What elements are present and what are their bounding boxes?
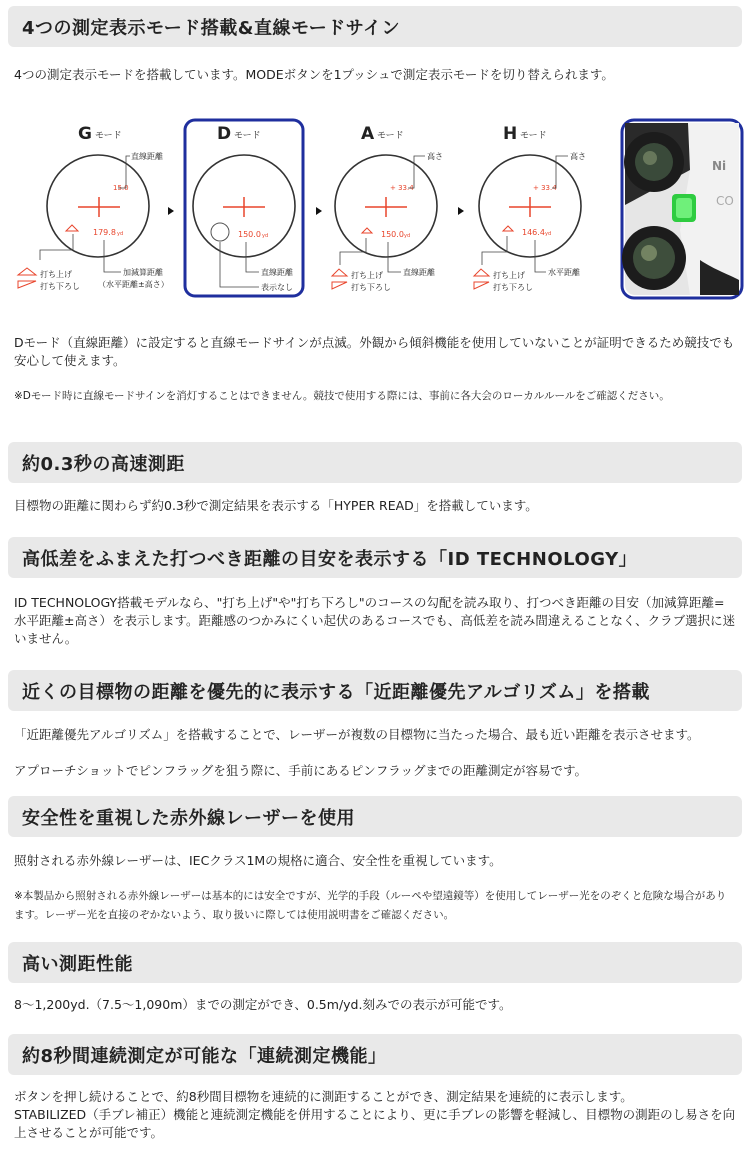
h-mode-letter: H <box>503 124 518 144</box>
hyper-read-text: 目標物の距離に関わらず約0.3秒で測定結果を表示する「HYPER READ」を搭載しています。 <box>14 498 538 513</box>
g-left-label2: 打ち下ろし <box>40 282 80 291</box>
g-top-label: 直線距離 <box>131 152 163 161</box>
h-unit: yd <box>545 231 552 237</box>
g-bottom-value: 179.8 <box>93 228 116 237</box>
laser-safety-note: ※本製品から照射される赤外線レーザーは基本的には安全ですが、光学的手段（ルーペや望遠鏡等）を使用してレーザー光をのぞくと危険な場合があります。レーザー光を直接のぞかないよう、取り扱いに際しては使用説明書をご確認ください。 <box>14 890 727 921</box>
section-heading-near-priority: 近くの目標物の距離を優先的に表示する「近距離優先アルゴリズム」を搭載 <box>8 670 742 711</box>
mode-diagram <box>0 110 750 310</box>
a-top-value: + 33.4 <box>390 184 414 192</box>
g-left-label1: 打ち上げ <box>40 270 72 279</box>
a-right-label1: 直線距離 <box>403 268 435 277</box>
h-top-value: + 33.4 <box>533 184 557 192</box>
device-brand-text: Ni <box>712 159 727 173</box>
a-unit: yd <box>404 233 411 239</box>
continuous-text-2: STABILIZED（手ブレ補正）機能と連続測定機能を併用することにより、更に手ブレの影響を軽減し、目標物の測距のし易さを向上させることが可能です。 <box>14 1107 736 1140</box>
continuous-text-1: ボタンを押し続けることで、約8秒間目標物を連続的に測距することができ、測定結果を連続的に表示します。 <box>14 1089 633 1104</box>
section-heading-id-technology: 高低差をふまえた打つべき距離の目安を表示する「ID TECHNOLOGY」 <box>8 537 742 578</box>
section-heading-modes: 4つの測定表示モード搭載&直線モードサイン <box>8 6 742 47</box>
g-mode-panel <box>18 124 169 291</box>
modes-intro-text: 4つの測定表示モードを搭載しています。MODEボタンを1プッシュで測定表示モードを切り替えられます。 <box>14 67 614 82</box>
rangefinder-photo <box>622 120 742 298</box>
g-top-value: 15.0 <box>113 184 129 192</box>
laser-safety-text: 照射される赤外線レーザーは、IECクラス1Mの規格に適合、安全性を重視しています。 <box>14 853 502 868</box>
d-right-label1: 直線距離 <box>261 268 293 277</box>
g-right-label1: 加減算距離 <box>123 268 163 277</box>
h-right-label1: 水平距離 <box>548 268 580 277</box>
a-bottom-value: 150.0 <box>381 230 404 239</box>
section-heading-continuous: 約8秒間連続測定が可能な「連続測定機能」 <box>8 1034 742 1075</box>
device-model-text: CO <box>716 194 734 208</box>
near-priority-text-1: 「近距離優先アルゴリズム」を搭載することで、レーザーが複数の目標物に当たった場合、最も近い距離を表示させます。 <box>14 727 700 742</box>
a-left-label2: 打ち下ろし <box>351 283 391 292</box>
arrow-icon <box>168 207 174 215</box>
modes-note-text: ※Dモード時に直線モードサインを消灯することはできません。競技で使用する際には、事前に各大会のローカルルールをご確認ください。 <box>14 390 670 402</box>
d-right-label2: 表示なし <box>261 283 293 292</box>
section-heading-range: 高い測距性能 <box>8 942 742 983</box>
section-heading-hyper-read: 約0.3秒の高速測距 <box>8 442 742 483</box>
range-text: 8～1,200yd.（7.5～1,090m）までの測定ができ、0.5m/yd.刻みでの表示が可能です。 <box>14 997 512 1012</box>
modes-body-text: Dモード（直線距離）に設定すると直線モードサインが点滅。外観から傾斜機能を使用していないことが証明できるため競技でも安心して使えます。 <box>14 335 735 368</box>
a-left-label1: 打ち上げ <box>351 271 383 280</box>
g-unit: yd <box>117 231 124 237</box>
d-mode-suffix: モード <box>234 131 261 141</box>
h-bottom-value: 146.4 <box>522 228 545 237</box>
arrow-icon <box>316 207 322 215</box>
h-left-label1: 打ち上げ <box>493 271 525 280</box>
h-mode-panel <box>474 124 586 292</box>
g-right-label2: （水平距離±高さ） <box>98 280 169 289</box>
near-priority-text-2: アプローチショットでピンフラッグを狙う際に、手前にあるピンフラッグまでの距離測定が容易です。 <box>14 763 588 778</box>
h-mode-suffix: モード <box>520 131 547 141</box>
d-mode-letter: D <box>217 124 232 144</box>
a-top-label: 高さ <box>427 152 443 161</box>
h-top-label: 高さ <box>570 152 586 161</box>
section-heading-laser-safety: 安全性を重視した赤外線レーザーを使用 <box>8 796 742 837</box>
a-mode-panel <box>332 124 443 292</box>
a-mode-letter: A <box>361 124 375 144</box>
h-left-label2: 打ち下ろし <box>493 283 533 292</box>
g-mode-suffix: モード <box>95 131 122 141</box>
d-unit: yd <box>262 233 269 239</box>
a-mode-suffix: モード <box>377 131 404 141</box>
g-mode-letter: G <box>78 124 92 144</box>
d-bottom-value: 150.0 <box>238 230 261 239</box>
id-technology-text: ID TECHNOLOGY搭載モデルなら、"打ち上げ"や"打ち下ろし"のコースの勾配を読み取り、打つべき距離の目安（加減算距離=水平距離±高さ）を表示します。距離感のつかみにくい起伏のあるコースでも、高低差を読み間違えることなく、クラブ選択に迷いません。 <box>14 595 736 646</box>
arrow-icon <box>458 207 464 215</box>
d-mode-panel <box>193 124 295 292</box>
